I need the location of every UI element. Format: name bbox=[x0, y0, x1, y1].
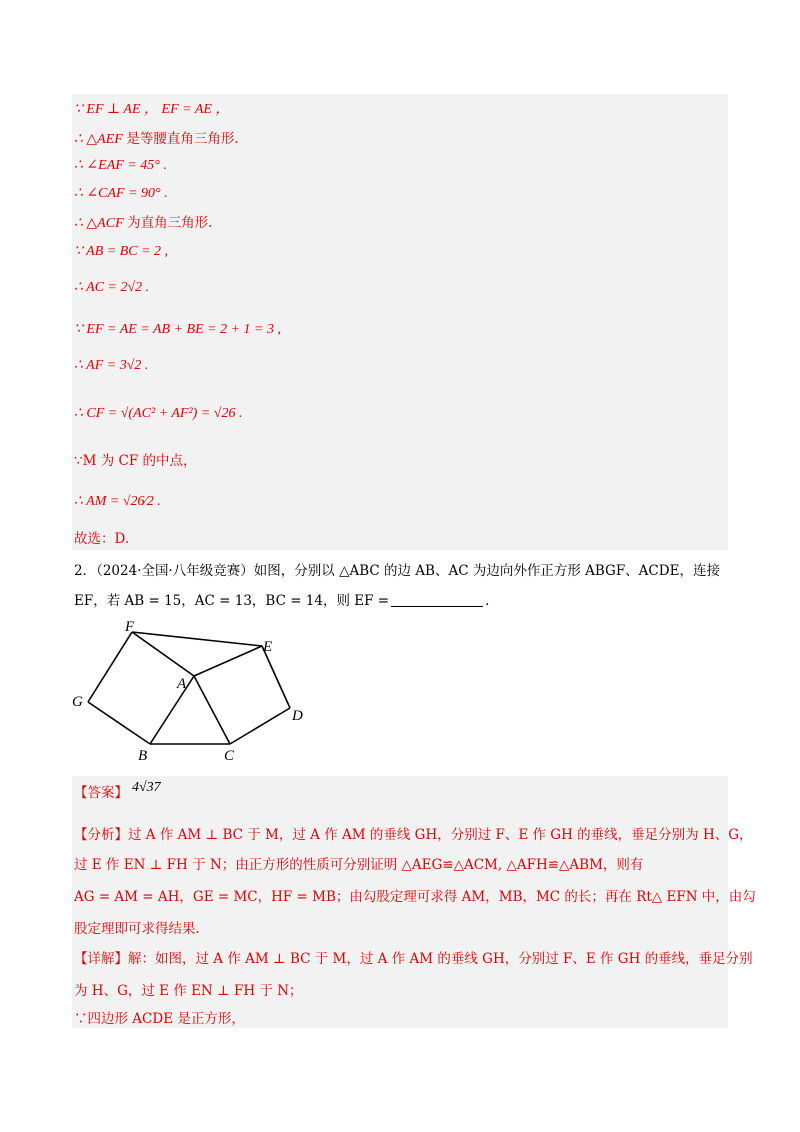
segment-AE bbox=[194, 646, 262, 676]
solution-line-6: ∵ AB = BC = 2 , bbox=[74, 244, 169, 259]
figure-lines bbox=[88, 632, 290, 744]
label-D: D bbox=[292, 708, 303, 724]
segment-FE bbox=[132, 632, 262, 646]
solution-line-11: ∵M 为 CF 的中点， bbox=[74, 453, 197, 469]
solution-line-3: ∴ ∠EAF = 45° . bbox=[74, 158, 167, 173]
answer-tag: 【答案】 bbox=[74, 785, 128, 801]
segment-CD bbox=[230, 708, 290, 744]
solution-line-4: ∴ ∠CAF = 90° . bbox=[74, 186, 168, 201]
detail-line-2: 为 H、G，过 E 作 EN ⊥ FH 于 N； bbox=[74, 983, 303, 999]
answer-line bbox=[74, 780, 161, 803]
detail-line-3: ∵四边形 ACDE 是正方形， bbox=[74, 1011, 245, 1027]
segment-GB bbox=[88, 702, 150, 744]
answer-value: 4√37 bbox=[132, 780, 161, 795]
solution-line-10: ∴ CF = √(AC² + AF²) = √26 . bbox=[74, 406, 243, 421]
detail-tag: 【详解】 bbox=[74, 951, 128, 967]
solution-line-2: ∴ △AEF 是等腰直角三角形. bbox=[74, 131, 239, 147]
segment-DE bbox=[262, 646, 290, 708]
label-E: E bbox=[263, 639, 273, 655]
segment-FA bbox=[132, 632, 194, 676]
solution-line-1: ∵ EF ⊥ AE ， EF = AE ， bbox=[74, 102, 230, 117]
detail-line-1: 【详解】解：如图，过 A 作 AM ⊥ BC 于 M，过 A 作 AM 的垂线 GH，分别过 F、E 作 GH 的垂线，垂足分别 bbox=[74, 951, 753, 967]
solution-line-8: ∵ EF = AE = AB + BE = 2 + 1 = 3 , bbox=[74, 322, 281, 337]
label-F: F bbox=[125, 619, 135, 635]
analysis-tag: 【分析】 bbox=[74, 827, 128, 843]
solution-line-7: ∴ AC = 2√2 . bbox=[74, 280, 150, 295]
analysis-line-4: 股定理即可求得结果. bbox=[74, 921, 200, 937]
label-B: B bbox=[138, 748, 148, 764]
label-C: C bbox=[224, 748, 235, 764]
label-G: G bbox=[72, 694, 83, 710]
analysis-line-2: 过 E 作 EN ⊥ FH 于 N；由正方形的性质可分别证明 △AEG≌△ACM, △AFH≌△ABM，则有 bbox=[74, 857, 644, 873]
segment-AC bbox=[194, 676, 230, 744]
problem-2-line-2: EF，若 AB = 15，AC = 13，BC = 14，则 EF = . bbox=[74, 593, 490, 609]
solution-line-9: ∴ AF = 3√2 . bbox=[74, 358, 149, 373]
label-A: A bbox=[177, 676, 187, 692]
segment-FG bbox=[88, 632, 132, 702]
geometry-figure bbox=[70, 618, 310, 768]
segment-AB bbox=[150, 676, 194, 744]
analysis-line-3: AG = AM = AH，GE = MC，HF = MB；由勾股定理可求得 AM，MB，MC 的长；再在 Rt△ EFN 中，由勾 bbox=[74, 889, 756, 905]
answer-blank bbox=[391, 592, 483, 607]
solution-line-12: ∴ AM = √26⁄2 . bbox=[74, 494, 161, 509]
solution-line-5: ∴ △ACF 为直角三角形. bbox=[74, 215, 213, 231]
solution-line-13: 故选：D. bbox=[74, 531, 130, 547]
problem-2-line-1: 2．（2024·全国·八年级竞赛）如图，分别以 △ABC 的边 AB、AC 为边向外作正方形 ABGF、ACDE，连接 bbox=[74, 563, 720, 579]
analysis-line-1: 【分析】过 A 作 AM ⊥ BC 于 M，过 A 作 AM 的垂线 GH，分别过 F、E 作 GH 的垂线，垂足分别为 H、G， bbox=[74, 827, 753, 843]
